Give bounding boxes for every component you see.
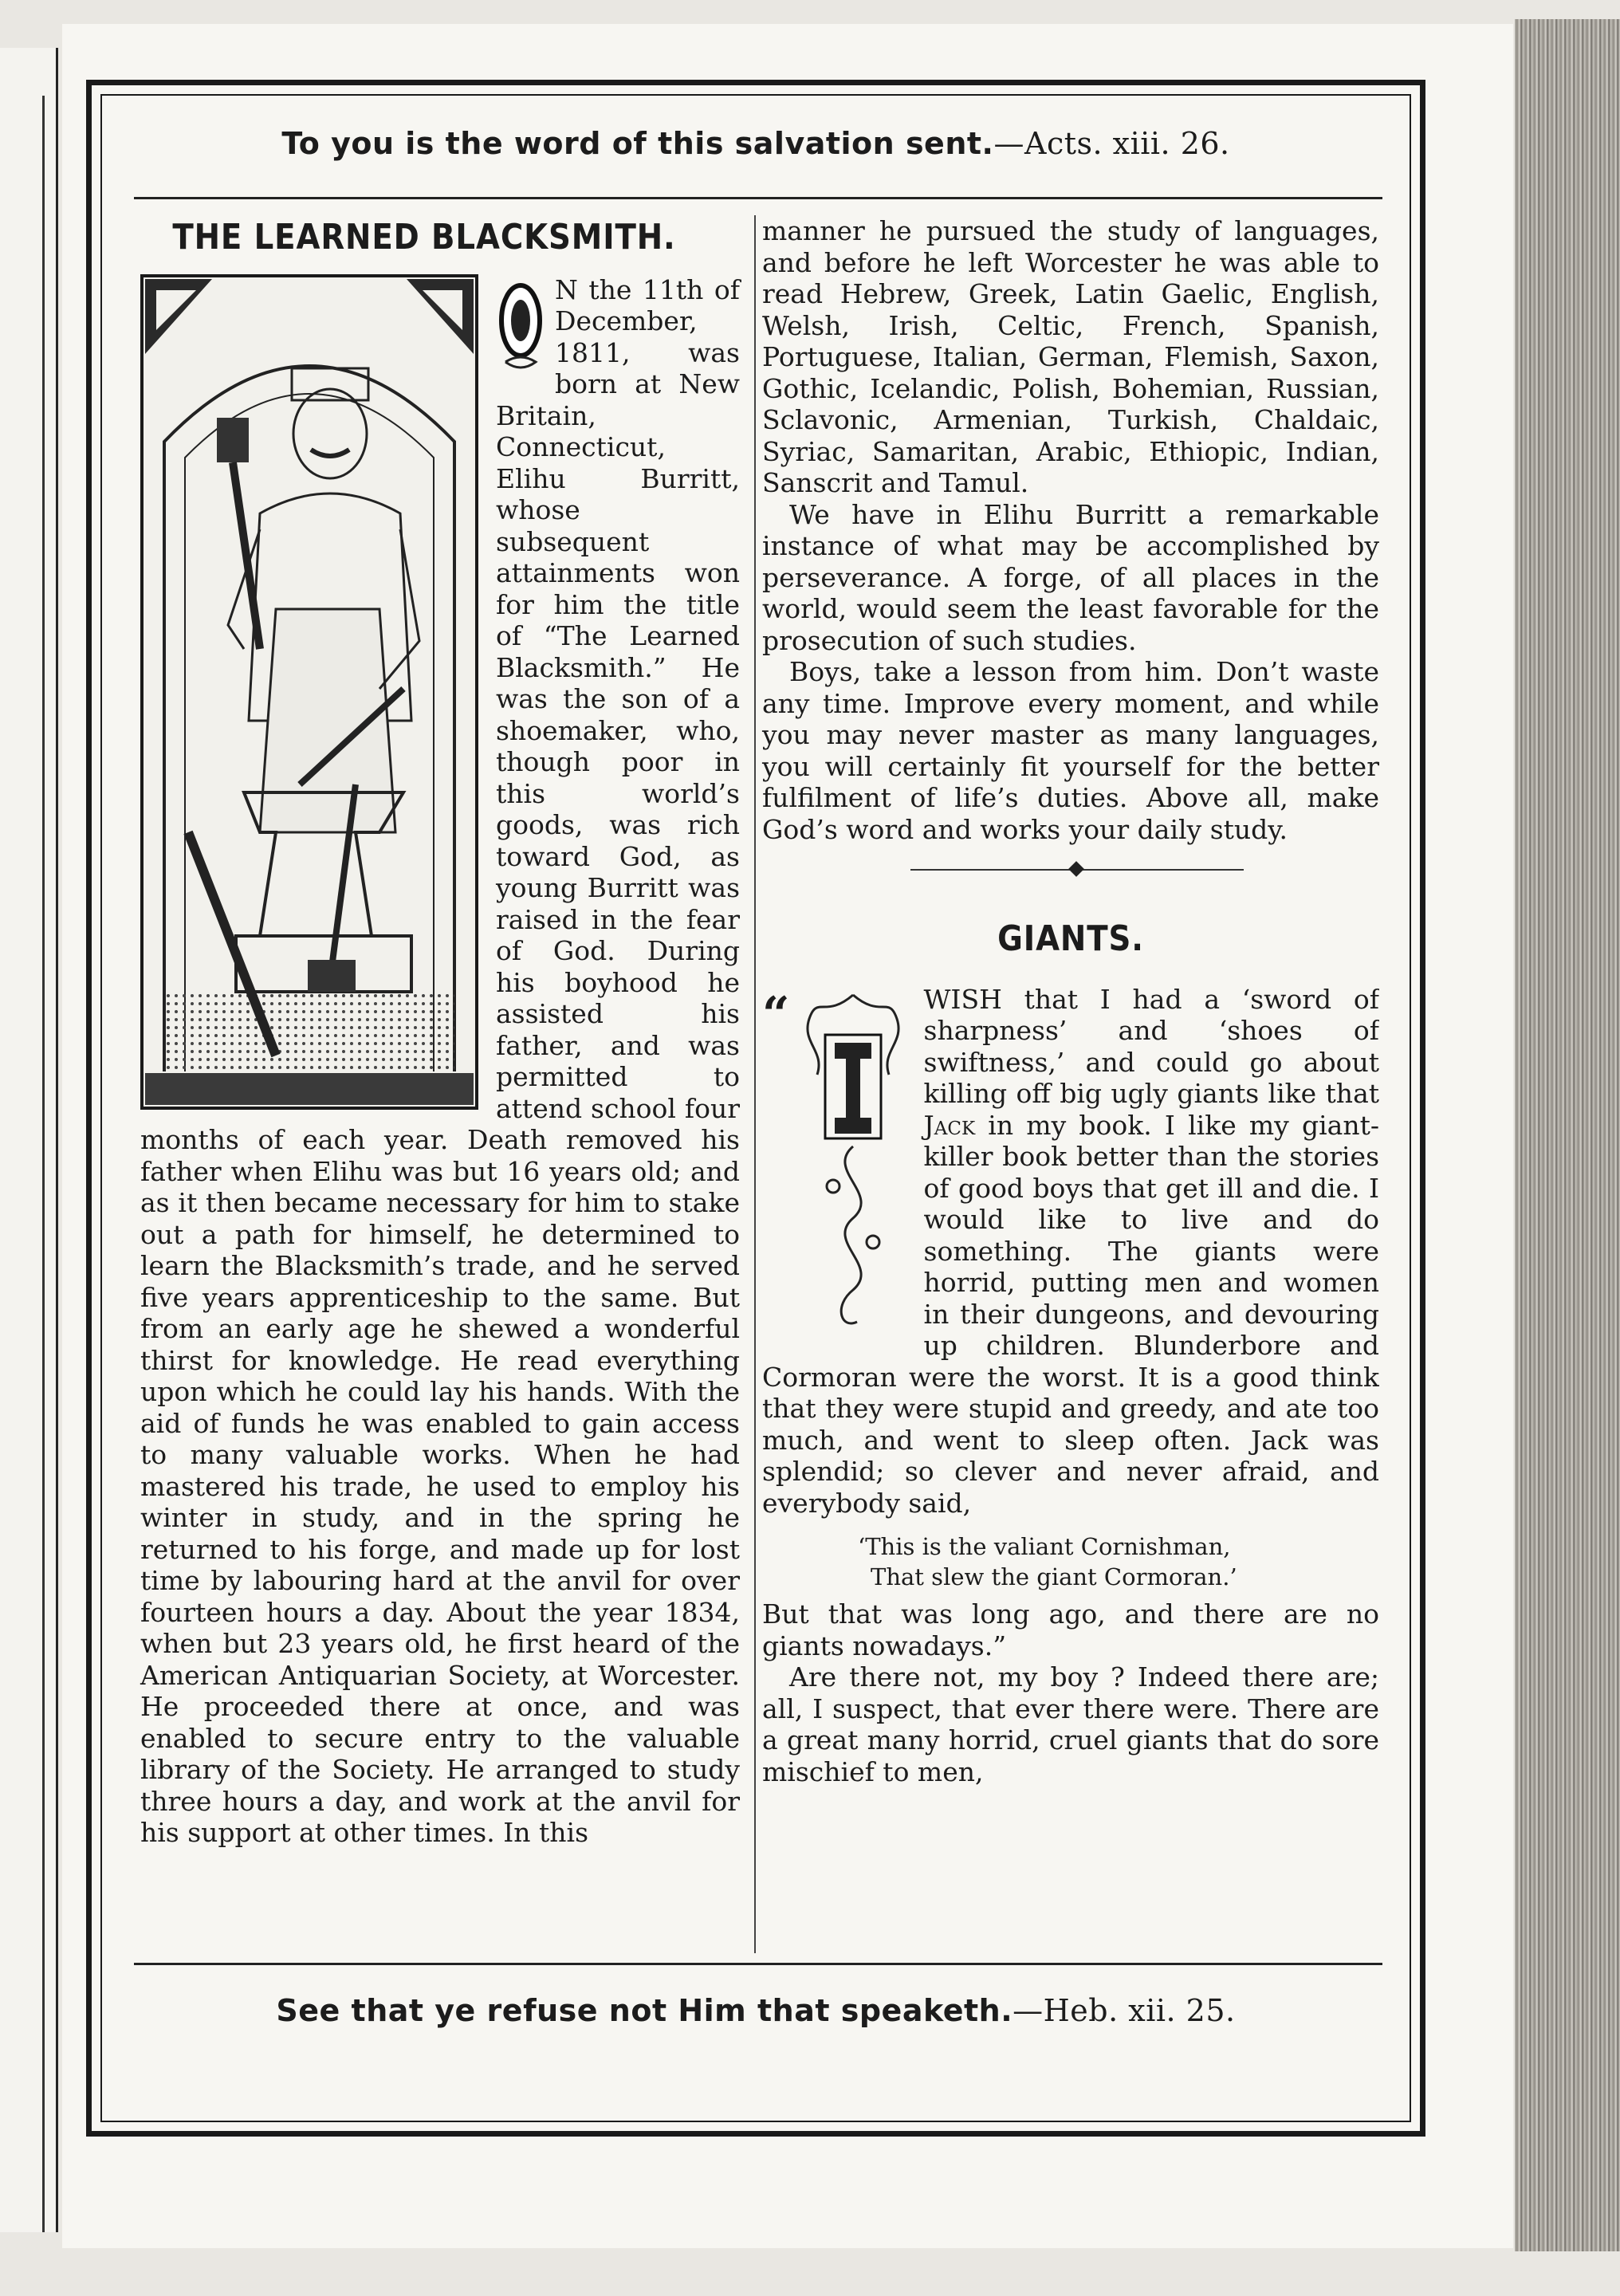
facing-page-rule <box>42 96 45 2232</box>
article2-paragraph3: Are there not, my boy ? Indeed there are; all, I suspect, that ever there were. There are a great many horrid, cruel giants that do sore mischief to men, <box>762 1661 1379 1787</box>
dropcap-o-ornament <box>496 279 545 373</box>
opening-quote: “ <box>762 986 790 1043</box>
article-title-giants: GIANTS. <box>997 918 1144 959</box>
dropcap-o-image <box>496 279 545 373</box>
dropcap-i-image <box>793 987 913 1338</box>
header-rule <box>134 197 1382 199</box>
section-divider <box>762 845 1379 893</box>
facing-page-edge <box>0 48 58 2232</box>
header-verse-reference: —Acts. xiii. 26. <box>993 126 1230 161</box>
header-verse <box>104 126 1408 161</box>
footer-verse-reference: —Heb. xii. 25. <box>1012 1993 1236 2028</box>
article1-paragraph3: Boys, take a lesson from him. Don’t waste any time. Improve every moment, and while you may never master as many languages, you will certainly fit yourself for the better fulfilment of life’s duties. Above all, make God’s word and works your daily study. <box>762 656 1379 845</box>
article2-paragraph1-end: in my book. I like my giant-killer book better than the stories of good boys that get ill and die. I would like to live and do something. The giants were horrid, putting men and women in their dungeons, and devouring up children. Blunderbore and Cormoran were the worst. It is a good think that they were stupid and greedy, and ate too much, and went to sleep often. Jack was splendid; so clever and never afraid, and everybody said, <box>762 1109 1379 1519</box>
article2-paragraph2: But that was long ago, and there are no giants nowadays.” <box>762 1598 1379 1661</box>
dropcap-i-ornament <box>793 987 913 1338</box>
blacksmith-illustration <box>140 274 478 1111</box>
left-column <box>140 215 740 1849</box>
right-column <box>762 215 1379 1787</box>
blacksmith-woodcut-image <box>140 274 478 1111</box>
article2-paragraph1-start: WISH that I had a ‘sword of sharpness’ and ‘shoes of swiftness,’ and could go about killing off big ugly giants like that <box>923 983 1379 1109</box>
article2-body <box>762 984 1379 1520</box>
column-divider <box>754 215 756 1953</box>
article1-paragraph2: We have in Elihu Burritt a remarkable instance of what may be accomplished by perseverance. A forge, of all places in the world, would seem the least favorable for the prosecution of such studies. <box>762 498 1379 656</box>
article-title-blacksmith: THE LEARNED BLACKSMITH. <box>172 217 676 258</box>
article1-continued: manner he pursued the study of languages, and before he left Worcester he was able to read Hebrew, Greek, Latin Gaelic, English, Welsh, Irish, Celtic, French, Spanish, Portuguese, Italian, German, Flemish, Saxon, Gothic, Icelandic, Polish, Bohemian, Russian, Sclavonic, Armenian, Turkish, Chaldaic, Syriac, Samaritan, Arabic, Ethiopic, Indian, Sanscrit and Tamul. <box>762 215 1379 498</box>
verse-line-2: That slew the giant Cormoran.’ <box>871 1563 1237 1590</box>
divider-diamond <box>1068 861 1084 877</box>
article1-paragraph1: N the 11th of December, 1811, was born at New Britain, Connecticut, Elihu Burritt, whose subsequent attainments won for him the title of “The Learned Blacksmith.” He was the son of a shoemaker, who, though poor in this world’s goods, was rich toward God, as young Burritt was raised in the fear of God. During his boyhood he assisted his father, and was permitted to attend school four months of each year. Death removed his father when Elihu was but 16 years old; and as it then became necessary for him to stake out a path for himself, he determined to learn the Blacksmith’s trade, and he served five years apprenticeship to the same. But from an early age he shewed a wonderful thirst for knowledge. He read everything upon which he could lay his hands. With the aid of funds he was enabled to gain access to many valuable works. When he had mastered his trade, he used to employ his winter in study, and in the spring he returned to his forge, and made up for lost time by labouring hard at the anvil for over fourteen hours a day. About the year 1834, when but 23 years old, he first heard of the American Antiquarian Society, at Worcester. He proceeded there at once, and was enabled to secure entry to the valuable library of the Society. He arranged to study three hours a day, and work at the anvil for his support at other times. In this <box>140 273 740 1848</box>
header-verse-text: To you is the word of this salvation sent. <box>281 126 994 161</box>
footer-verse-text: See that ye refuse not Him that speaketh. <box>276 1993 1013 2028</box>
name-jack: Jack <box>923 1109 976 1141</box>
verse-line-1: ‘This is the valiant Cornishman, <box>858 1533 1231 1560</box>
footer-verse <box>104 1993 1408 2028</box>
verse-quotation <box>858 1531 1379 1592</box>
footer-rule <box>134 1963 1382 1965</box>
book-page-edges <box>1515 19 1620 2251</box>
